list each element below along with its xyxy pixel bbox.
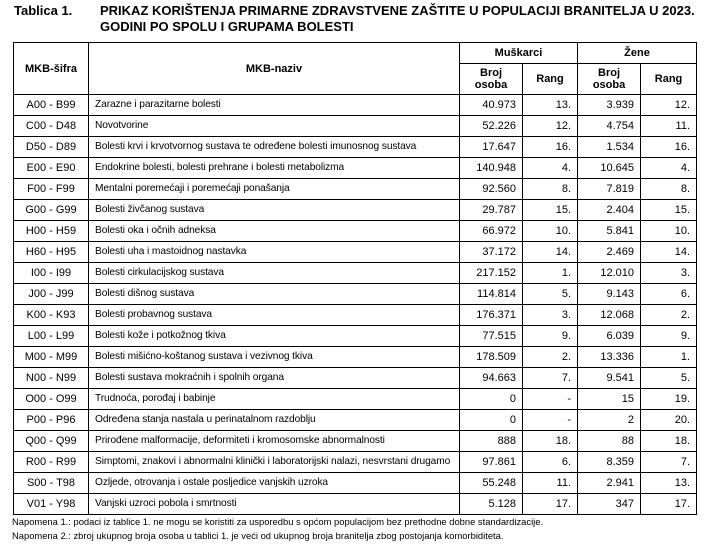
table-row	[14, 116, 697, 137]
footnotes	[12, 515, 712, 543]
table-row	[14, 242, 697, 263]
cell-women-rank: 17.	[641, 494, 697, 515]
cell-women-count: 3.939	[578, 95, 641, 116]
cell-name: Bolesti živčanog sustava	[89, 200, 460, 221]
cell-name: Bolesti dišnog sustava	[89, 284, 460, 305]
footnote-2: Napomena 2.: zbroj ukupnog broja osoba u tablici 1. je veći od ukupnog broja branitelja zbog postojanja komorbiditeta.	[12, 530, 504, 541]
cell-name: Bolesti probavnog sustava	[89, 305, 460, 326]
table-row	[14, 473, 697, 494]
cell-women-rank: 3.	[641, 263, 697, 284]
cell-men-rank: 1.	[523, 263, 578, 284]
cell-men-rank: 5.	[523, 284, 578, 305]
header-men-count	[460, 64, 523, 95]
cell-women-count: 88	[578, 431, 641, 452]
header-men: Muškarci	[460, 43, 578, 64]
table-row	[14, 179, 697, 200]
table-row	[14, 452, 697, 473]
cell-men-count: 0	[460, 410, 523, 431]
cell-women-count: 8.359	[578, 452, 641, 473]
cell-men-rank: 18.	[523, 431, 578, 452]
cell-code: K00 - K93	[14, 305, 89, 326]
cell-men-rank: 14.	[523, 242, 578, 263]
cell-code: E00 - E90	[14, 158, 89, 179]
cell-women-rank: 12.	[641, 95, 697, 116]
cell-women-count: 1.534	[578, 137, 641, 158]
cell-men-count: 66.972	[460, 221, 523, 242]
cell-name: Simptomi, znakovi i abnormalni klinički i laboratorijski nalazi, nesvrstani drugamo	[89, 452, 460, 473]
cell-men-count: 17.647	[460, 137, 523, 158]
cell-name: Vanjski uzroci pobola i smrtnosti	[89, 494, 460, 515]
cell-women-count: 13.336	[578, 347, 641, 368]
cell-women-count: 10.645	[578, 158, 641, 179]
cell-women-count: 2.469	[578, 242, 641, 263]
cell-code: O00 - O99	[14, 389, 89, 410]
cell-men-rank: 16.	[523, 137, 578, 158]
cell-women-count: 12.068	[578, 305, 641, 326]
cell-women-count: 4.754	[578, 116, 641, 137]
cell-code: Q00 - Q99	[14, 431, 89, 452]
header-count-line-1: Broj	[480, 67, 502, 79]
cell-code: H00 - H59	[14, 221, 89, 242]
cell-women-rank: 16.	[641, 137, 697, 158]
cell-women-rank: 4.	[641, 158, 697, 179]
table-caption	[100, 3, 710, 35]
cell-women-count: 12.010	[578, 263, 641, 284]
cell-men-count: 888	[460, 431, 523, 452]
table-row	[14, 347, 697, 368]
cell-women-rank: 1.	[641, 347, 697, 368]
cell-women-rank: 10.	[641, 221, 697, 242]
cell-name: Bolesti oka i očnih adneksa	[89, 221, 460, 242]
cell-women-rank: 14.	[641, 242, 697, 263]
table-body	[14, 95, 697, 515]
cell-name: Bolesti cirkulacijskog sustava	[89, 263, 460, 284]
cell-women-rank: 19.	[641, 389, 697, 410]
cell-code: I00 - I99	[14, 263, 89, 284]
header-count-line-2: osoba	[592, 79, 626, 91]
cell-men-rank: 9.	[523, 326, 578, 347]
cell-men-rank: 12.	[523, 116, 578, 137]
cell-women-rank: 2.	[641, 305, 697, 326]
header-women: Žene	[578, 43, 697, 64]
table-caption-line-1: PRIKAZ KORIŠTENJA PRIMARNE ZDRAVSTVENE ZAŠTITE U POPULACIJI BRANITELJA U 2023.	[100, 3, 695, 18]
cell-code: M00 - M99	[14, 347, 89, 368]
cell-name: Bolesti kože i potkožnog tkiva	[89, 326, 460, 347]
cell-men-rank: 7.	[523, 368, 578, 389]
cell-women-rank: 11.	[641, 116, 697, 137]
cell-men-count: 178.509	[460, 347, 523, 368]
cell-women-rank: 9.	[641, 326, 697, 347]
cell-men-count: 77.515	[460, 326, 523, 347]
cell-name: Ozljede, otrovanja i ostale posljedice vanjskih uzroka	[89, 473, 460, 494]
cell-code: A00 - B99	[14, 95, 89, 116]
cell-men-count: 97.861	[460, 452, 523, 473]
cell-women-count: 9.143	[578, 284, 641, 305]
header-count-line-1: Broj	[598, 67, 621, 79]
cell-women-count: 2	[578, 410, 641, 431]
cell-women-rank: 18.	[641, 431, 697, 452]
cell-women-count: 2.941	[578, 473, 641, 494]
cell-men-count: 5.128	[460, 494, 523, 515]
header-men-rank: Rang	[523, 64, 578, 95]
cell-name: Bolesti sustava mokraćnih i spolnih organa	[89, 368, 460, 389]
cell-men-count: 37.172	[460, 242, 523, 263]
table-row	[14, 368, 697, 389]
cell-code: R00 - R99	[14, 452, 89, 473]
cell-women-rank: 13.	[641, 473, 697, 494]
cell-code: L00 - L99	[14, 326, 89, 347]
cell-men-count: 94.663	[460, 368, 523, 389]
cell-name: Određena stanja nastala u perinatalnom razdoblju	[89, 410, 460, 431]
table-row	[14, 137, 697, 158]
cell-code: P00 - P96	[14, 410, 89, 431]
cell-men-count: 0	[460, 389, 523, 410]
cell-men-count: 52.226	[460, 116, 523, 137]
header-name: MKB-naziv	[89, 43, 460, 95]
cell-women-count: 9.541	[578, 368, 641, 389]
cell-men-rank: -	[523, 410, 578, 431]
cell-men-rank: 13.	[523, 95, 578, 116]
cell-men-count: 140.948	[460, 158, 523, 179]
cell-women-rank: 7.	[641, 452, 697, 473]
cell-name: Mentalni poremećaji i poremećaji ponašanja	[89, 179, 460, 200]
table-row	[14, 158, 697, 179]
cell-women-rank: 20.	[641, 410, 697, 431]
cell-code: H60 - H95	[14, 242, 89, 263]
table-row	[14, 431, 697, 452]
data-table	[13, 42, 697, 515]
cell-men-rank: 8.	[523, 179, 578, 200]
cell-men-count: 217.152	[460, 263, 523, 284]
table-row	[14, 221, 697, 242]
cell-code: C00 - D48	[14, 116, 89, 137]
table-row	[14, 326, 697, 347]
cell-name: Trudnoća, porođaj i babinje	[89, 389, 460, 410]
table-row	[14, 95, 697, 116]
cell-code: G00 - G99	[14, 200, 89, 221]
table-row	[14, 305, 697, 326]
cell-men-count: 176.371	[460, 305, 523, 326]
cell-name: Novotvorine	[89, 116, 460, 137]
cell-women-count: 2.404	[578, 200, 641, 221]
header-count-line-2: osoba	[474, 79, 508, 91]
cell-men-rank: 17.	[523, 494, 578, 515]
cell-name: Prirođene malformacije, deformiteti i kromosomske abnormalnosti	[89, 431, 460, 452]
cell-men-rank: 2.	[523, 347, 578, 368]
cell-name: Bolesti krvi i krvotvornog sustava te određene bolesti imunosnog sustava	[89, 137, 460, 158]
table-row	[14, 410, 697, 431]
cell-women-rank: 6.	[641, 284, 697, 305]
table-row	[14, 284, 697, 305]
header-code: MKB-šifra	[14, 43, 89, 95]
cell-name: Bolesti uha i mastoidnog nastavka	[89, 242, 460, 263]
cell-women-count: 5.841	[578, 221, 641, 242]
table-row	[14, 389, 697, 410]
cell-code: S00 - T98	[14, 473, 89, 494]
cell-men-rank: 10.	[523, 221, 578, 242]
cell-code: V01 - Y98	[14, 494, 89, 515]
footnote-1: Napomena 1.: podaci iz tablice 1. ne mogu se koristiti za usporedbu s općom populacijom bez prethodne dobne standardizacije.	[12, 516, 544, 527]
cell-women-count: 15	[578, 389, 641, 410]
cell-men-rank: 4.	[523, 158, 578, 179]
cell-name: Endokrine bolesti, bolesti prehrane i bolesti metabolizma	[89, 158, 460, 179]
cell-men-count: 114.814	[460, 284, 523, 305]
cell-men-rank: -	[523, 389, 578, 410]
table-caption-line-2: GODINI PO SPOLU I GRUPAMA BOLESTI	[100, 19, 354, 34]
table-number: Tablica 1.	[14, 3, 73, 18]
cell-women-count: 6.039	[578, 326, 641, 347]
cell-men-count: 55.248	[460, 473, 523, 494]
table-row	[14, 200, 697, 221]
cell-men-rank: 15.	[523, 200, 578, 221]
cell-women-rank: 15.	[641, 200, 697, 221]
table-row	[14, 263, 697, 284]
cell-code: J00 - J99	[14, 284, 89, 305]
cell-men-rank: 11.	[523, 473, 578, 494]
cell-code: D50 - D89	[14, 137, 89, 158]
cell-name: Zarazne i parazitarne bolesti	[89, 95, 460, 116]
cell-women-rank: 8.	[641, 179, 697, 200]
cell-women-count: 347	[578, 494, 641, 515]
header-women-rank: Rang	[641, 64, 697, 95]
cell-women-count: 7.819	[578, 179, 641, 200]
cell-men-rank: 3.	[523, 305, 578, 326]
table-row	[14, 494, 697, 515]
cell-men-rank: 6.	[523, 452, 578, 473]
cell-name: Bolesti mišićno-koštanog sustava i vezivnog tkiva	[89, 347, 460, 368]
cell-men-count: 92.560	[460, 179, 523, 200]
cell-women-rank: 5.	[641, 368, 697, 389]
header-women-count	[578, 64, 641, 95]
cell-men-count: 29.787	[460, 200, 523, 221]
cell-men-count: 40.973	[460, 95, 523, 116]
cell-code: F00 - F99	[14, 179, 89, 200]
cell-code: N00 - N99	[14, 368, 89, 389]
